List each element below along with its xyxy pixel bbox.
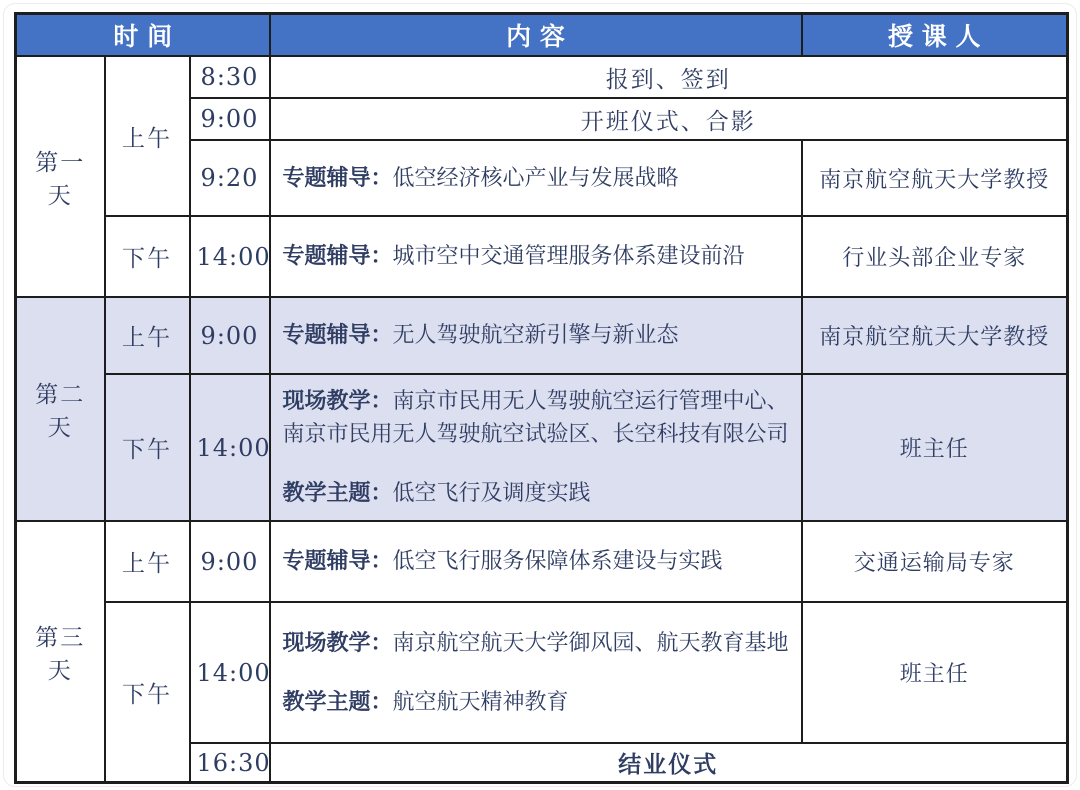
cell-time-0830: 8:30 — [190, 56, 270, 98]
row-d1-1400 — [16, 216, 1068, 297]
fieldwork-paragraph — [283, 627, 793, 660]
cell-time-0900-d2: 9:00 — [190, 297, 270, 374]
lecture-title: 低空经济核心产业与发展战略 — [392, 165, 679, 191]
theme-type-label: 教学主题： — [282, 688, 393, 715]
cell-d2-pm: 下午 — [105, 374, 190, 521]
cell-content-d2-fieldwork — [270, 374, 802, 521]
fieldwork-type-label: 现场教学： — [282, 629, 393, 656]
teaching-theme-paragraph — [283, 686, 793, 719]
lecture-type-label: 专题辅导： — [282, 243, 393, 269]
fieldwork-paragraph — [283, 385, 793, 451]
lecture-title: 城市空中交通管理服务体系建设前沿 — [392, 244, 745, 269]
cell-instructor-d3-pm: 班主任 — [802, 602, 1068, 743]
cell-d3-am: 上午 — [105, 521, 190, 602]
cell-content-d2-lecture — [270, 297, 802, 374]
cell-instructor-d1-am: 南京航空航天大学教授 — [802, 140, 1068, 216]
header-row — [16, 14, 1068, 57]
lecture-title: 低空飞行服务保障体系建设与实践 — [392, 549, 723, 574]
row-d3-1400 — [16, 602, 1068, 743]
cell-content-d3-fieldwork — [270, 602, 802, 743]
row-d2-0900 — [16, 297, 1068, 374]
cell-content-d1-lecture1 — [270, 140, 802, 216]
cell-time-1400-d2: 14:00 — [190, 374, 270, 521]
cell-time-1400-d1: 14:00 — [190, 216, 270, 297]
cell-d1-pm: 下午 — [105, 216, 190, 297]
cell-content-d1-lecture2 — [270, 216, 802, 297]
theme-title: 航空航天精神教育 — [392, 689, 569, 715]
cell-instructor-d2-am: 南京航空航天大学教授 — [802, 297, 1068, 374]
lecture-type-label: 专题辅导： — [282, 322, 393, 348]
theme-title: 低空飞行及调度实践 — [392, 481, 591, 506]
row-d2-1400 — [16, 374, 1068, 521]
cell-content-d3-lecture — [270, 521, 802, 602]
teaching-theme-paragraph — [283, 477, 793, 510]
cell-instructor-d2-pm: 班主任 — [802, 374, 1068, 521]
cell-instructor-d1-pm: 行业头部企业专家 — [802, 216, 1068, 297]
cell-time-1400-d3: 14:00 — [190, 602, 270, 743]
cell-day2: 第二天 — [16, 297, 105, 521]
lecture-type-label: 专题辅导： — [282, 164, 393, 191]
cell-day1: 第一天 — [16, 56, 105, 297]
cell-day3: 第三天 — [16, 521, 105, 783]
cell-d2-am: 上午 — [105, 297, 190, 374]
cell-time-0900-d1: 9:00 — [190, 98, 270, 140]
schedule-table — [14, 12, 1069, 784]
header-instructor: 授课人 — [802, 14, 1068, 57]
cell-content-opening: 开班仪式、合影 — [270, 98, 1068, 140]
theme-type-label: 教学主题： — [282, 480, 393, 506]
header-time: 时间 — [16, 14, 270, 57]
cell-instructor-d3-am: 交通运输局专家 — [802, 521, 1068, 602]
row-d3-0900 — [16, 521, 1068, 602]
fieldwork-locations: 南京市民用无人驾驶航空运行管理中心、南京市民用无人驾驶航空试验区、长空科技有限公司 — [282, 389, 789, 447]
cell-d3-pm: 下午 — [105, 602, 190, 783]
lecture-title: 无人驾驶航空新引擎与新业态 — [392, 323, 679, 348]
cell-content-registration: 报到、签到 — [270, 56, 1068, 98]
cell-content-closing: 结业仪式 — [270, 743, 1068, 783]
header-content: 内容 — [270, 14, 802, 57]
fieldwork-type-label: 现场教学： — [282, 388, 393, 414]
fieldwork-locations: 南京航空航天大学御风园、航天教育基地 — [392, 630, 789, 656]
lecture-type-label: 专题辅导： — [282, 548, 393, 574]
cell-time-0900-d3: 9:00 — [190, 521, 270, 602]
cell-d1-am: 上午 — [105, 56, 190, 216]
cell-time-1630: 16:30 — [190, 743, 270, 783]
cell-time-0920: 9:20 — [190, 140, 270, 216]
row-d1-0830 — [16, 56, 1068, 98]
